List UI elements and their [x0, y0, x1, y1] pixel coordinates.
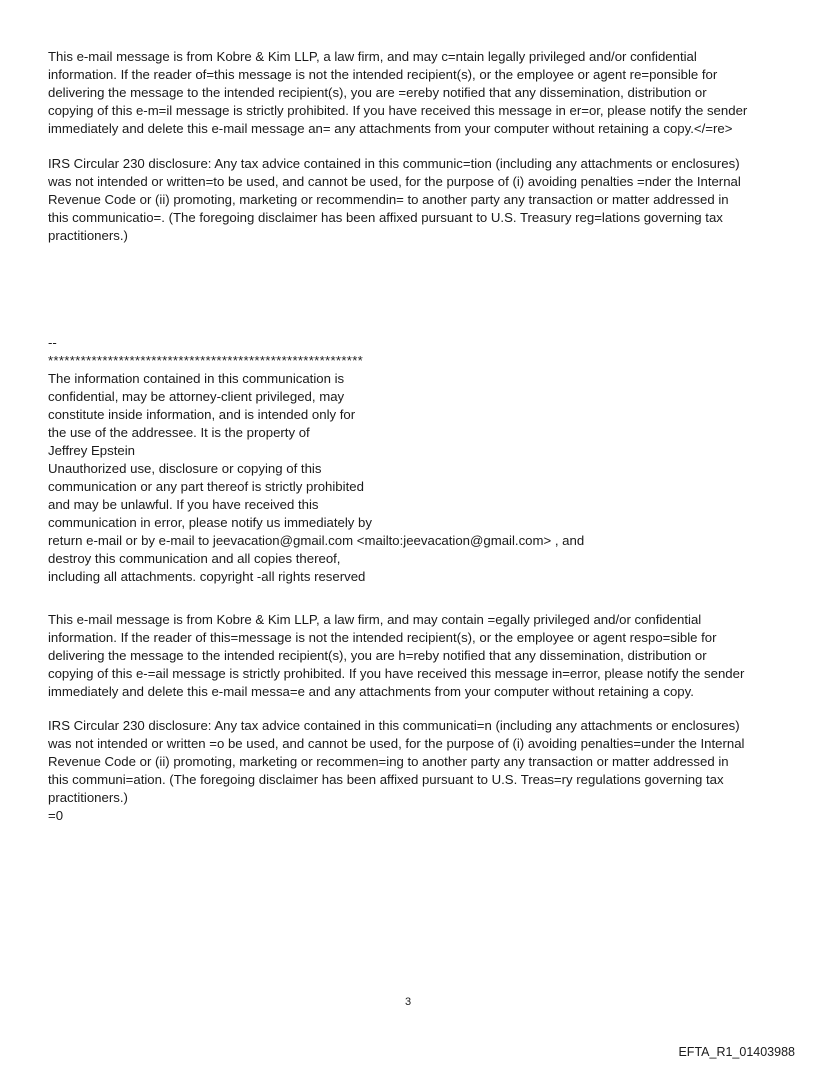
bates-number: EFTA_R1_01403988 — [678, 1045, 795, 1059]
disclaimer-confidentiality-bottom: This e-mail message is from Kobre & Kim LLP, a law firm, and may contain =egally privileged and/or confidential information. If the reader of this=message is not the intended recipient(s), or the employee or agent respo=sible for delivering the message to the intended recipient(s), you are h=reby notified that any dissemination, distribution or copying of this e-=ail message is strictly prohibited. If you have received this message in=error, please notify the sender immediately and delete this e-mail messa=e and any attachments from your computer without retaining a copy. — [48, 612, 745, 699]
signature-separator: -- — [48, 335, 57, 350]
page-number: 3 — [404, 996, 412, 1008]
disclaimer-irs-top: IRS Circular 230 disclosure: Any tax advice contained in this communic=tion (including any attachments or enclosures) was not intended or written=to be used, and cannot be used, for the purpose of (i) avoiding penalties =nder the Internal Revenue Code or (ii) promoting, marketing or recommendin= to another party any transaction or matter addressed in this communicatio=. (The foregoing disclaimer has been affixed pursuant to U.S. Treasury reg=lations governing tax practitioners.) — [48, 156, 741, 243]
disclaimer-confidentiality-top: This e-mail message is from Kobre & Kim LLP, a law firm, and may c=ntain legally privileged and/or confidential information. If the reader of=this message is not the intended recipient(s), or the employee or agent re=ponsible for delivering the message to the intended recipient(s), you are =ereby notified that any dissemination, distribution or copying of this e-m=il message is strictly prohibited. If you have received this message in er=or, please notify the sender immediately and delete this e-mail message an= any attachments from your computer without retaining a copy.</=re> — [48, 49, 748, 136]
disclaimer-irs-bottom: IRS Circular 230 disclosure: Any tax advice contained in this communicati=n (including any attachments or enclosures) was not intended or written =o be used, and cannot be used, for the purpose of (i) avoiding penalties=under the Internal Revenue Code or (ii) promoting, marketing or recommen=ing to another party any transaction or matter addressed in this communi=ation. (The foregoing disclaimer has been affixed pursuant to U.S. Treas=ry regulations governing tax practitioners.) =0 — [48, 718, 745, 823]
signature-star-rule: ********************************************************** — [48, 353, 364, 368]
signature-notice: The information contained in this communication is confidential, may be attorney-client privileged, may constitute inside information, and is intended only for the use of the addressee. It is the property of Jeffrey Epstein Unauthorized use, disclosure or copying of this communication or any part thereof is strictly prohibited and may be unlawful. If you have received this communication in error, please notify us immediately by return e-mail or by e-mail to jeevacation@gmail.com <mailto:jeevacation@gmail.com> , and destroy this communication and all copies thereof, including all attachments. copyright -all rights reserved — [48, 371, 585, 584]
